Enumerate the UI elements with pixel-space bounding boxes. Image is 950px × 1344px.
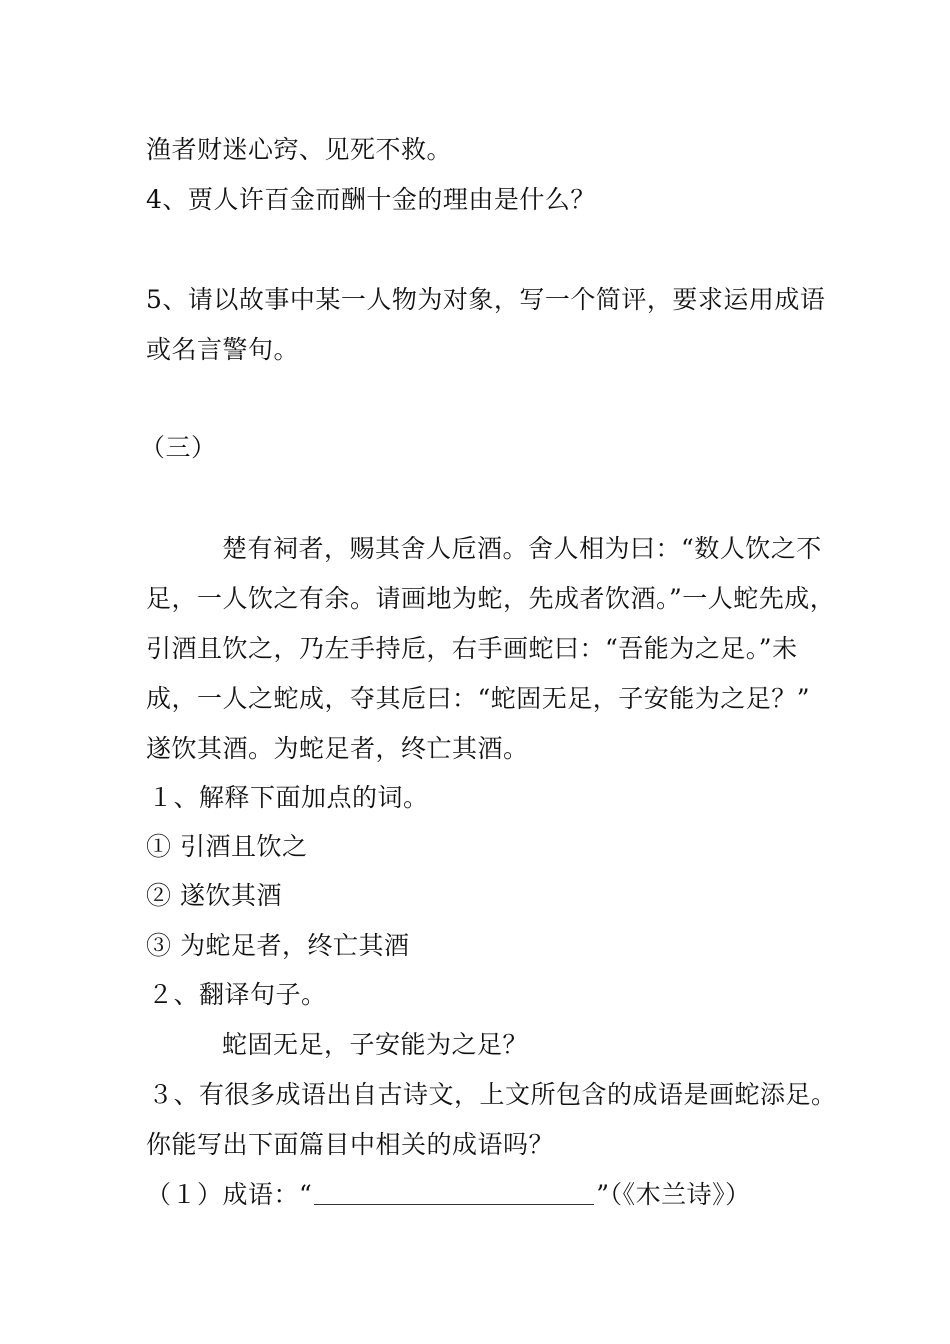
section-heading: （三）	[140, 433, 217, 462]
item-1-prefix: （１）成语：“	[146, 1180, 313, 1209]
answer-line: 渔者财迷心窍、见死不救。	[146, 135, 453, 164]
question-5: 5、请以故事中某一人物为对象，写一个简评，要求运用成语	[146, 285, 826, 314]
passage-line-4: 成，一人之蛇成，夺其卮曰：“蛇固无足，子安能为之足？”	[146, 684, 811, 713]
question-2-sentence: 蛇固无足，子安能为之足？	[222, 1030, 529, 1059]
passage-line-3: 引酒且饮之，乃左手持卮，右手画蛇曰：“吾能为之足。”未	[146, 634, 798, 663]
question-1-item-2: ② 遂饮其酒	[146, 881, 282, 910]
question-3: ３、有很多成语出自古诗文，上文所包含的成语是画蛇添足。	[148, 1080, 837, 1109]
item-1-suffix: ”（《木兰诗》）	[596, 1180, 751, 1209]
question-5-continued: 或名言警句。	[146, 335, 300, 364]
passage-line-1: 楚有祠者，赐其舍人卮酒。舍人相为曰：“数人饮之不	[222, 534, 822, 563]
question-3-continued: 你能写出下面篇目中相关的成语吗？	[146, 1130, 555, 1159]
question-4: 4、贾人许百金而酬十金的理由是什么？	[146, 185, 596, 214]
question-3-item-1	[146, 1178, 751, 1212]
passage-line-5: 遂饮其酒。为蛇足者，终亡其酒。	[146, 734, 529, 763]
question-2: ２、翻译句子。	[148, 980, 327, 1009]
question-1-item-3: ③ 为蛇足者，终亡其酒	[146, 931, 410, 960]
passage-line-2: 足，一人饮之有余。请画地为蛇，先成者饮酒。”一人蛇先成，	[146, 584, 836, 613]
question-1-item-1: ① 引酒且饮之	[146, 832, 308, 861]
question-1: １、解释下面加点的词。	[148, 783, 429, 812]
answer-blank[interactable]	[314, 1182, 594, 1205]
